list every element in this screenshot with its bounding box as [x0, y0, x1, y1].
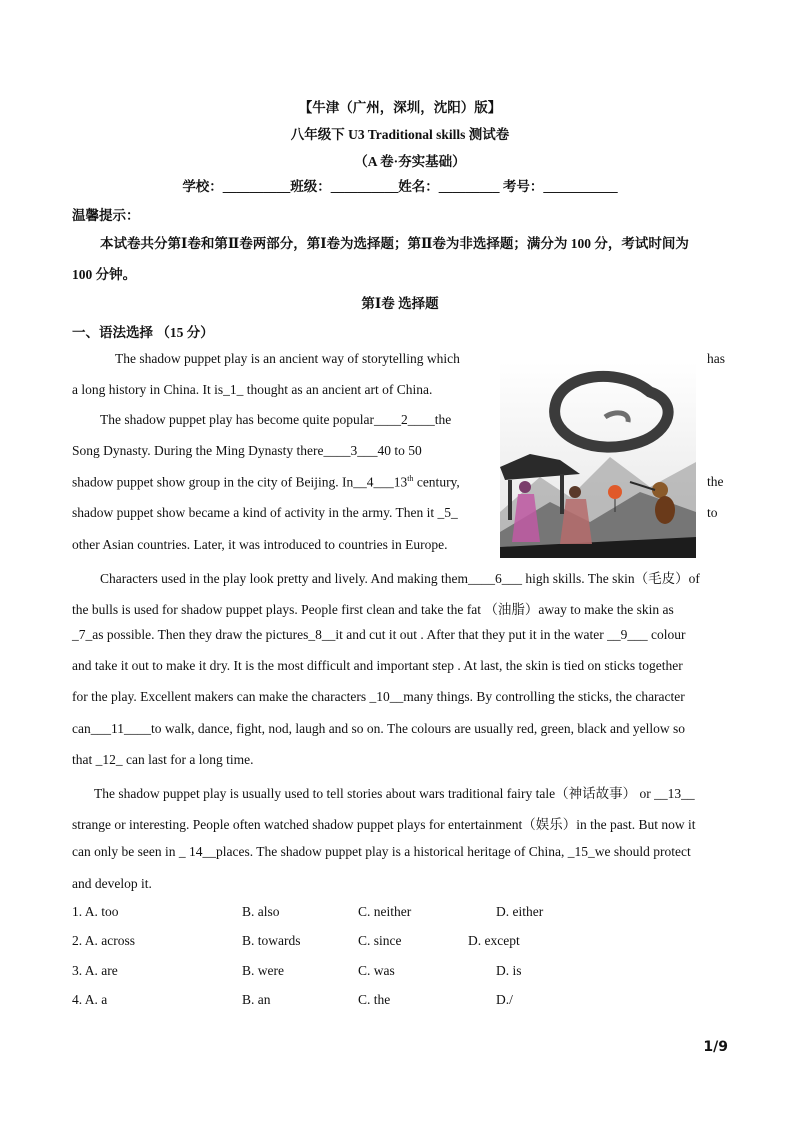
passage-line: to	[707, 505, 718, 520]
question-3-option-b: B. were	[242, 963, 284, 978]
blank-1: _1_	[223, 382, 244, 397]
part1-title: 第Ⅰ卷 选择题	[361, 296, 439, 311]
question-4-option-a: 4. A. a	[72, 992, 108, 1007]
question-1-option-b: B. also	[242, 904, 280, 919]
question-3-option-a: 3. A. are	[72, 963, 118, 978]
question-3-option-c: C. was	[358, 963, 395, 978]
question-4-option-d: D./	[496, 992, 513, 1007]
publisher-line: 【牛津（广州，深圳，沈阳）版】	[298, 100, 502, 115]
question-1-option-c: C. neither	[358, 904, 412, 919]
question-1-option-d: D. either	[496, 904, 544, 919]
notice-text-1: 本试卷共分第Ⅰ卷和第Ⅱ卷两部分，第Ⅰ卷为选择题；第Ⅱ卷为非选择题；满分为 100 分，考试时间为	[100, 236, 689, 251]
passage-line: that _12_ can last for a long time.	[72, 752, 254, 767]
passage-line: can only be seen in _ 14__places. The shadow puppet play is a historical heritage of China, _15_we should protect	[72, 844, 691, 859]
passage-line: and take it out to make it dry. It is the most difficult and important step . At last, the skin is tied on sticks together	[72, 658, 683, 673]
passage-line: has	[707, 351, 725, 366]
passage-line: strange or interesting. People often watched shadow puppet plays for entertainment（娱乐）in the past. But now it	[72, 817, 696, 832]
question-4-option-b: B. an	[242, 992, 271, 1007]
question-2-option-b: B. towards	[242, 933, 301, 948]
passage-line: and develop it.	[72, 876, 152, 891]
passage-line: shadow puppet show group in the city of Beijing. In__4___13th century,	[72, 474, 460, 490]
notice-heading: 温馨提示：	[72, 208, 140, 223]
question-3-option-d: D. is	[496, 963, 522, 978]
passage-line: a long history in China. It is_1_ thought as an ancient art of China.	[72, 382, 433, 397]
passage-line: for the play. Excellent makers can make the characters _10__many things. By controlling the sticks, the character	[72, 689, 685, 704]
question-2-option-a: 2. A. across	[72, 933, 135, 948]
shadow-puppet-illustration	[500, 362, 696, 558]
passage-line: _7_as possible. Then they draw the pictures_8__it and cut it out . After that they put it in the water __9___ colour	[72, 627, 686, 642]
passage-line: Song Dynasty. During the Ming Dynasty there____3___40 to 50	[72, 443, 422, 458]
question-1-option-a: 1. A. too	[72, 904, 119, 919]
question-4-option-c: C. the	[358, 992, 391, 1007]
question-2-option-d: D. except	[468, 933, 520, 948]
test-subtitle: （A 卷·夯实基础）	[354, 154, 466, 169]
page-number: 1/9	[703, 1039, 728, 1055]
passage-line: The shadow puppet play has become quite popular____2____the	[100, 412, 452, 427]
section-title: 一、语法选择 （15 分）	[72, 325, 214, 340]
passage-line: The shadow puppet play is an ancient way of storytelling which	[115, 351, 460, 366]
passage-line: can___11____to walk, dance, fight, nod, laugh and so on. The colours are usually red, green, black and yellow so	[72, 721, 685, 736]
student-info-line: 学校：__________班级：__________姓名：_________ 考号：___________	[182, 179, 618, 194]
passage-line: Characters used in the play look pretty and lively. And making them____6___ high skills. The skin（毛皮）of	[100, 571, 700, 586]
question-2-option-c: C. since	[358, 933, 402, 948]
passage-line: the	[707, 474, 724, 489]
passage-line: the bulls is used for shadow puppet plays. People first clean and take the fat （油脂）away to make the skin as	[72, 602, 674, 617]
test-title: 八年级下 U3 Traditional skills 测试卷	[290, 127, 510, 142]
passage-line: other Asian countries. Later, it was introduced to countries in Europe.	[72, 537, 448, 552]
blank-5: _5_	[437, 505, 458, 520]
passage-line: The shadow puppet play is usually used to tell stories about wars traditional fairy tale（神话故事） or __13__	[94, 786, 695, 801]
passage-line: shadow puppet show became a kind of activity in the army. Then it _5_	[72, 505, 458, 520]
notice-text-2: 100 分钟。	[72, 267, 137, 282]
